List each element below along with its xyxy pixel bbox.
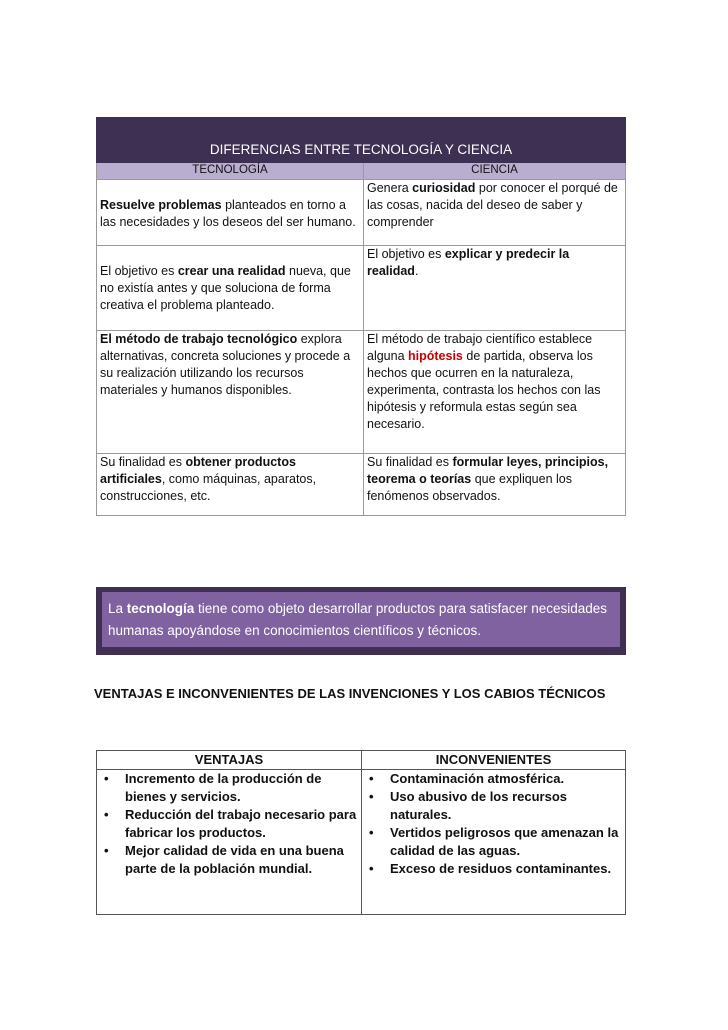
column-header-ventajas: VENTAJAS <box>97 751 362 770</box>
advantages-table <box>96 750 626 915</box>
table-cell: El objetivo es crear una realidad nueva, que no existía antes y que soluciona de forma creativa el problema planteado. <box>97 246 364 331</box>
table-cell: El método de trabajo científico establece alguna hipótesis de partida, observa los hechos que ocurren en la naturaleza, experimenta, contrasta los hechos con las hipótesis y reformula estas según sea necesario. <box>364 331 626 454</box>
list-item: • Uso abusivo de los recursos naturales. <box>364 788 623 824</box>
list-item: • Contaminación atmosférica. <box>364 770 623 788</box>
definition-box <box>96 587 626 655</box>
section-heading: VENTAJAS E INCONVENIENTES DE LAS INVENCIONES Y LOS CABIOS TÉCNICOS <box>94 686 606 701</box>
table-cell: El método de trabajo tecnológico explora alternativas, concreta soluciones y procede a su realización utilizando los recursos materiales y humanos disponibles. <box>97 331 364 454</box>
column-header-ciencia: CIENCIA <box>364 163 626 180</box>
list-item: • Vertidos peligrosos que amenazan la calidad de las aguas. <box>364 824 623 860</box>
list-item: • Mejor calidad de vida en una buena parte de la población mundial. <box>99 842 359 878</box>
column-header-tecnologia: TECNOLOGÍA <box>97 163 364 180</box>
inconvenientes-list <box>364 770 623 878</box>
inconvenientes-cell <box>362 770 626 915</box>
list-item: • Reducción del trabajo necesario para fabricar los productos. <box>99 806 359 842</box>
ventajas-list <box>99 770 359 878</box>
table-cell: El objetivo es explicar y predecir la realidad. <box>364 246 626 331</box>
definition-text: La tecnología tiene como objeto desarrollar productos para satisfacer necesidades humanas apoyándose en conocimientos científicos y técnicos. <box>102 592 620 647</box>
table-cell: Su finalidad es formular leyes, principios, teorema o teorías que expliquen los fenómenos observados. <box>364 454 626 516</box>
table-cell: Su finalidad es obtener productos artificiales, como máquinas, aparatos, construcciones, etc. <box>97 454 364 516</box>
list-item: • Incremento de la producción de bienes y servicios. <box>99 770 359 806</box>
list-item: • Exceso de residuos contaminantes. <box>364 860 623 878</box>
table-cell: Genera curiosidad por conocer el porqué de las cosas, nacida del deseo de saber y comprender <box>364 180 626 246</box>
column-header-inconvenientes: INCONVENIENTES <box>362 751 626 770</box>
comparison-table <box>96 117 626 516</box>
table-cell: Resuelve problemas planteados en torno a las necesidades y los deseos del ser humano. <box>97 180 364 246</box>
ventajas-cell <box>97 770 362 915</box>
table-title: DIFERENCIAS ENTRE TECNOLOGÍA Y CIENCIA <box>97 118 626 163</box>
